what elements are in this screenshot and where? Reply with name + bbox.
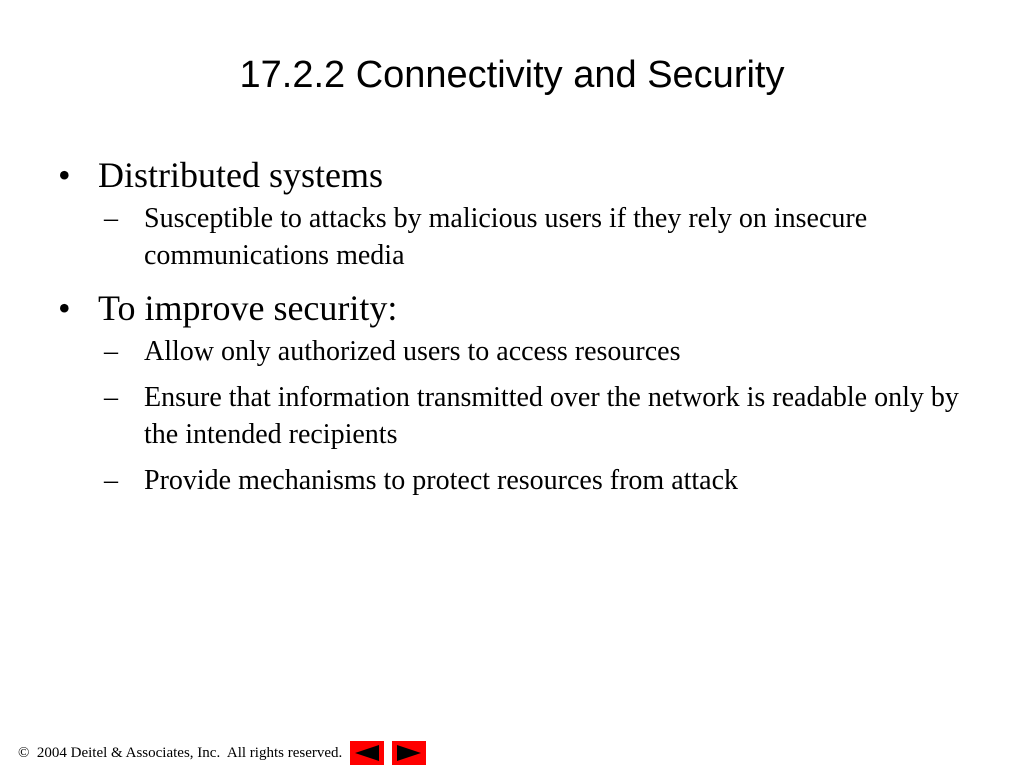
bullet-item: [58, 283, 978, 499]
sub-bullet-item: [104, 200, 978, 274]
sub-bullet-text: Provide mechanisms to protect resources from attack: [144, 465, 739, 496]
bullet-marker: •: [58, 155, 71, 195]
sub-bullet-marker: –: [104, 465, 118, 496]
sub-bullet-marker: –: [104, 336, 118, 367]
next-slide-button[interactable]: [392, 741, 426, 765]
bullet-item: [58, 150, 978, 274]
bullet-marker: •: [58, 288, 71, 328]
sub-list: [104, 333, 978, 499]
sub-bullet-item: [104, 462, 978, 499]
previous-slide-button[interactable]: [350, 741, 384, 765]
sub-bullet-marker: –: [104, 203, 118, 234]
sub-bullet-text: Ensure that information transmitted over the network is readable only by the intended recipients: [144, 382, 959, 450]
bullet-text: To improve security:: [98, 288, 398, 328]
arrow-right-icon: [396, 744, 422, 762]
sub-bullet-text: Susceptible to attacks by malicious users if they rely on insecure communications media: [144, 203, 868, 271]
slide-title: 17.2.2 Connectivity and Security: [239, 54, 785, 96]
sub-bullet-text: Allow only authorized users to access resources: [144, 336, 681, 367]
bullet-text: Distributed systems: [98, 155, 383, 195]
sub-list: [104, 200, 978, 274]
bullet-list: [58, 150, 978, 508]
slide-footer: [18, 741, 426, 765]
sub-bullet-marker: –: [104, 382, 118, 413]
sub-bullet-item: [104, 333, 978, 370]
arrow-left-icon: [354, 744, 380, 762]
copyright-text: © 2004 Deitel & Associates, Inc. All rights reserved.: [18, 745, 343, 761]
sub-bullet-item: [104, 379, 978, 453]
